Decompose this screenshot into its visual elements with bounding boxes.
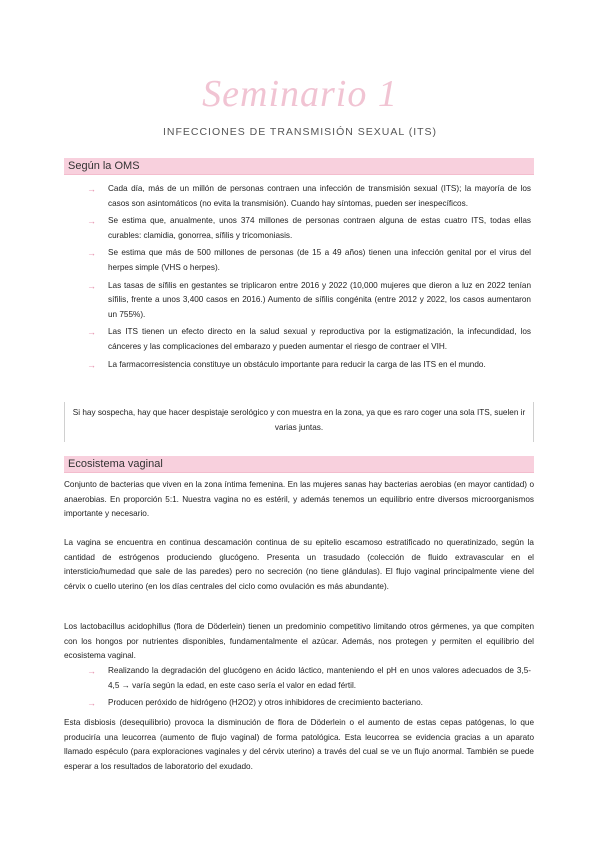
- list-item: → Cada día, más de un millón de personas contraen una infección de transmisión sexual (ITS); la mayoría de los casos son asintomáticos (no evita la transmisión). Cuando hay síntomas, pueden ser inespecíficos.: [87, 184, 531, 208]
- paragraph: Los lactobacillus acidophillus (flora de Döderlein) tienen un predominio competitivo limitando otros gérmenes, ya que compiten con los hongos por nutrientes disponibles, fundamentalmente el azúcar. Además, nos protegen y permiten el equilibrio del ecosistema vaginal.: [64, 622, 534, 661]
- section-rule-vaginal: [64, 472, 534, 473]
- paragraph: Conjunto de bacterias que viven en la zona íntima femenina. En las mujeres sanas hay bacterias aerobias (en mayor cantidad) o anaerobias. En proporción 5:1. Nuestra vagina no es estéril, y además tenemos un equilibrio entre diversos microorganismos importante y necesario.: [64, 480, 534, 519]
- arrow-right-icon: →: [87, 216, 96, 227]
- arrow-right-icon: →: [87, 698, 96, 709]
- arrow-right-icon: →: [87, 248, 96, 259]
- flora-bullet-list: [84, 664, 531, 714]
- list-item: → Las ITS tienen un efecto directo en la salud sexual y reproductiva por la estigmatización, la infecundidad, los cánceres y las complicaciones del embarazo y pueden aumentar el riesgo de contraer el VIH.: [87, 327, 531, 351]
- arrow-right-icon: →: [87, 359, 96, 370]
- page-subtitle: INFECCIONES DE TRANSMISIÓN SEXUAL (ITS): [162, 126, 438, 138]
- list-item: → Se estima que más de 500 millones de personas (de 15 a 49 años) tienen una infección genital por el virus del herpes simple (VHS o herpes).: [87, 248, 531, 272]
- paragraph: La vagina se encuentra en continua descamación continua de su epitelio escamoso estratificado no queratinizado, según la cantidad de estrógenos produciendo glucógeno. Presenta un trasudado (colección de fluido extravascular en el intersticio/humedad que sale de las paredes) pero no secreción (no tiene glándulas). El flujo vaginal principalmente viene del cérvix o cuello uterino (en los días centrales del ciclo como ovulación es más abundante).: [64, 538, 534, 591]
- arrow-right-icon: →: [87, 666, 96, 676]
- list-item: → La farmacorresistencia constituye un obstáculo importante para reducir la carga de las ITS en el mundo.: [84, 358, 531, 373]
- list-item: → Producen peróxido de hidrógeno (H2O2) y otros inhibidores de crecimiento bacteriano.: [84, 696, 531, 711]
- arrow-right-icon: →: [87, 184, 96, 194]
- callout-note: Si hay sospecha, hay que hacer despistaje serológico y con muestra en la zona, ya que es raro coger una sola ITS, suelen ir varias juntas.: [64, 402, 534, 442]
- page-title: Seminario 1: [202, 73, 398, 115]
- section-rule-oms: [64, 174, 534, 175]
- list-item: → Las tasas de sífilis en gestantes se triplicaron entre 2016 y 2022 (10,000 mujeres que dieron a luz en 2022 tenían sífilis, frente a unos 3,400 casos en 2016.) Aumento de sífilis congénita (entre 2012 y 2022, los casos aumentaron un 755%).: [87, 280, 531, 319]
- section-heading-oms: Según la OMS: [68, 160, 140, 172]
- arrow-right-icon: →: [87, 327, 96, 338]
- section-heading-vaginal: Ecosistema vaginal: [68, 458, 163, 470]
- list-item: → Realizando la degradación del glucógeno en ácido láctico, manteniendo el pH en unos valores adecuados de 3,5- 4,5 → varía según la edad, en este caso sería el valor en edad fértil.: [87, 666, 531, 690]
- oms-bullet-list: [84, 182, 531, 375]
- list-item: → Se estima que, anualmente, unos 374 millones de personas contraen alguna de estas cuatro ITS, todas ellas curables: clamidia, gonorrea, sífilis y tricomoniasis.: [87, 216, 531, 240]
- paragraph: Esta disbiosis (desequilibrio) provoca la disminución de flora de Döderlein o el aumento de estas cepas patógenas, lo que produciría una leucorrea (aumento de flujo vaginal) de forma patológica. Esta leucorrea se evidencia gracias a un aparato llamado espéculo (para exploraciones vaginales y del cérvix uterino) a través del cual se ve un flujo anormal. También se puede esperar a los resultados de laboratorio del exudado.: [64, 718, 534, 771]
- arrow-right-icon: →: [87, 280, 96, 291]
